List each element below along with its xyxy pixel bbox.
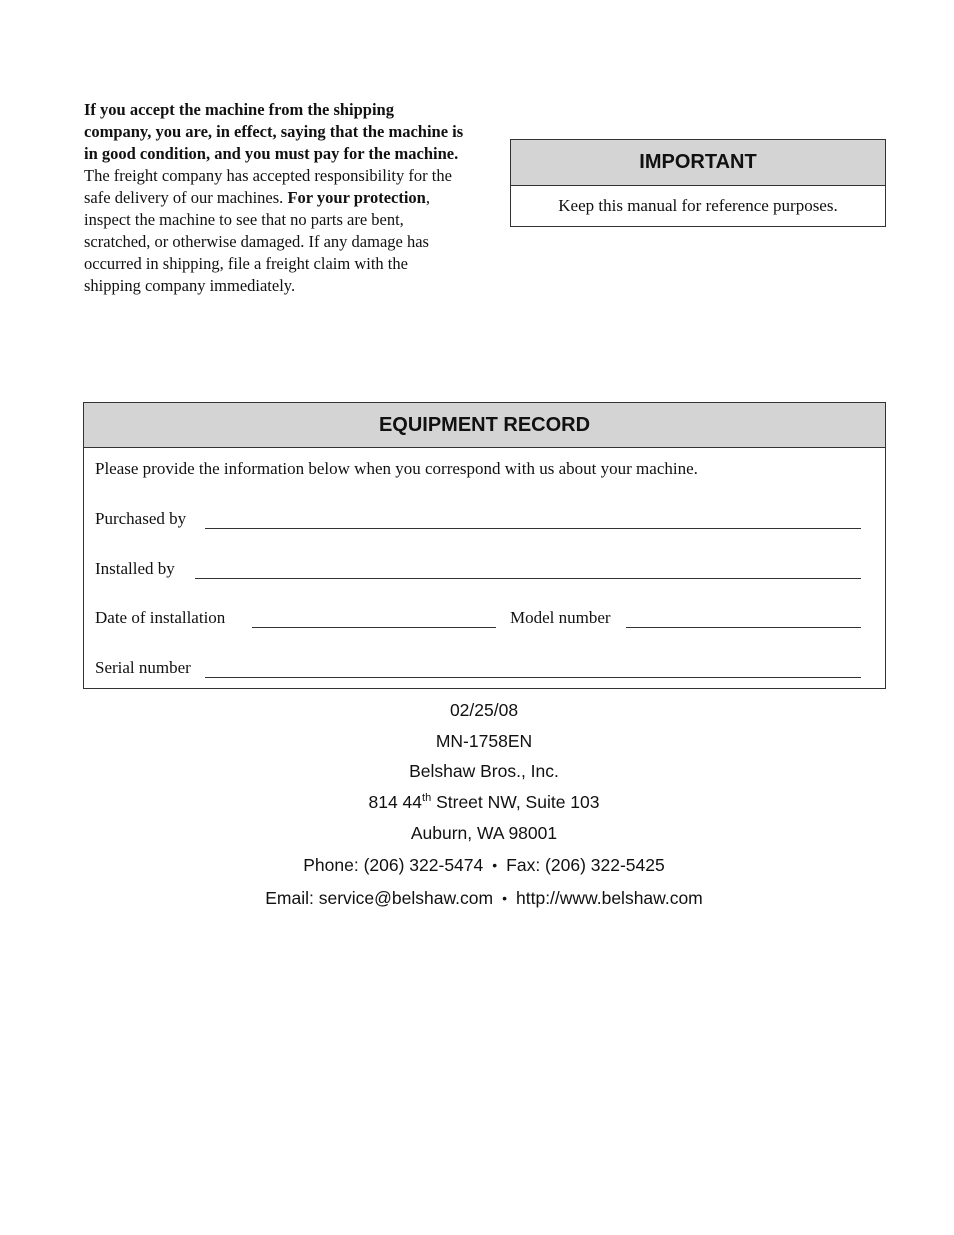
footer-bullet: • bbox=[502, 890, 507, 906]
installed-by-field[interactable] bbox=[195, 578, 861, 579]
important-title: IMPORTANT bbox=[511, 140, 885, 186]
important-body: Keep this manual for reference purposes. bbox=[558, 196, 838, 215]
footer-fax: Fax: (206) 322-5425 bbox=[506, 855, 665, 875]
footer-phone: Phone: (206) 322-5474 bbox=[303, 855, 484, 875]
footer-address bbox=[0, 792, 954, 813]
footer-address-rest: Street NW, Suite 103 bbox=[431, 792, 600, 812]
footer-website[interactable]: http://www.belshaw.com bbox=[516, 888, 703, 908]
footer-date: 02/25/08 bbox=[449, 700, 519, 720]
purchased-by-label: Purchased by bbox=[95, 509, 187, 528]
date-of-installation-label: Date of installation bbox=[95, 608, 226, 627]
equipment-record-box bbox=[83, 402, 886, 689]
footer-doc-number: MN-1758EN bbox=[435, 731, 533, 751]
shipping-notice-bold-2: For your protection bbox=[287, 188, 426, 207]
equipment-record-intro: Please provide the information below when you correspond with us about your machine. bbox=[95, 459, 698, 478]
important-box bbox=[510, 139, 886, 227]
model-number-field[interactable] bbox=[626, 627, 861, 628]
model-number-label: Model number bbox=[510, 608, 611, 627]
date-of-installation-field[interactable] bbox=[252, 627, 496, 628]
equipment-record-body bbox=[84, 448, 885, 688]
footer-address-sup: th bbox=[422, 792, 432, 804]
installed-by-label: Installed by bbox=[95, 559, 175, 578]
footer-company: Belshaw Bros., Inc. bbox=[409, 761, 559, 781]
purchased-by-field[interactable] bbox=[205, 528, 861, 529]
serial-number-field[interactable] bbox=[205, 677, 861, 678]
footer-email: Email: service@belshaw.com bbox=[265, 888, 494, 908]
footer-phone-fax bbox=[0, 855, 954, 876]
shipping-notice-text-2: , inspect the machine to see that no parts are bent, scratched, or otherwise damaged. If any damage has occurred in shipping, file a freight claim with the shipping company immediately. bbox=[84, 188, 430, 295]
footer-contact bbox=[0, 888, 954, 909]
footer-city: Auburn, WA 98001 bbox=[410, 823, 558, 843]
equipment-record-title: EQUIPMENT RECORD bbox=[84, 403, 885, 448]
footer-address-number: 814 44 bbox=[368, 792, 423, 812]
shipping-notice bbox=[84, 99, 464, 297]
shipping-notice-text-1: The freight company has accepted responsibility for the safe delivery of our machines. bbox=[84, 166, 452, 207]
shipping-notice-bold-1: If you accept the machine from the shipping company, you are, in effect, saying that the machine is in good condition, and you must pay for the machine. bbox=[84, 100, 464, 163]
serial-number-label: Serial number bbox=[95, 658, 191, 677]
footer-bullet: • bbox=[492, 857, 498, 873]
